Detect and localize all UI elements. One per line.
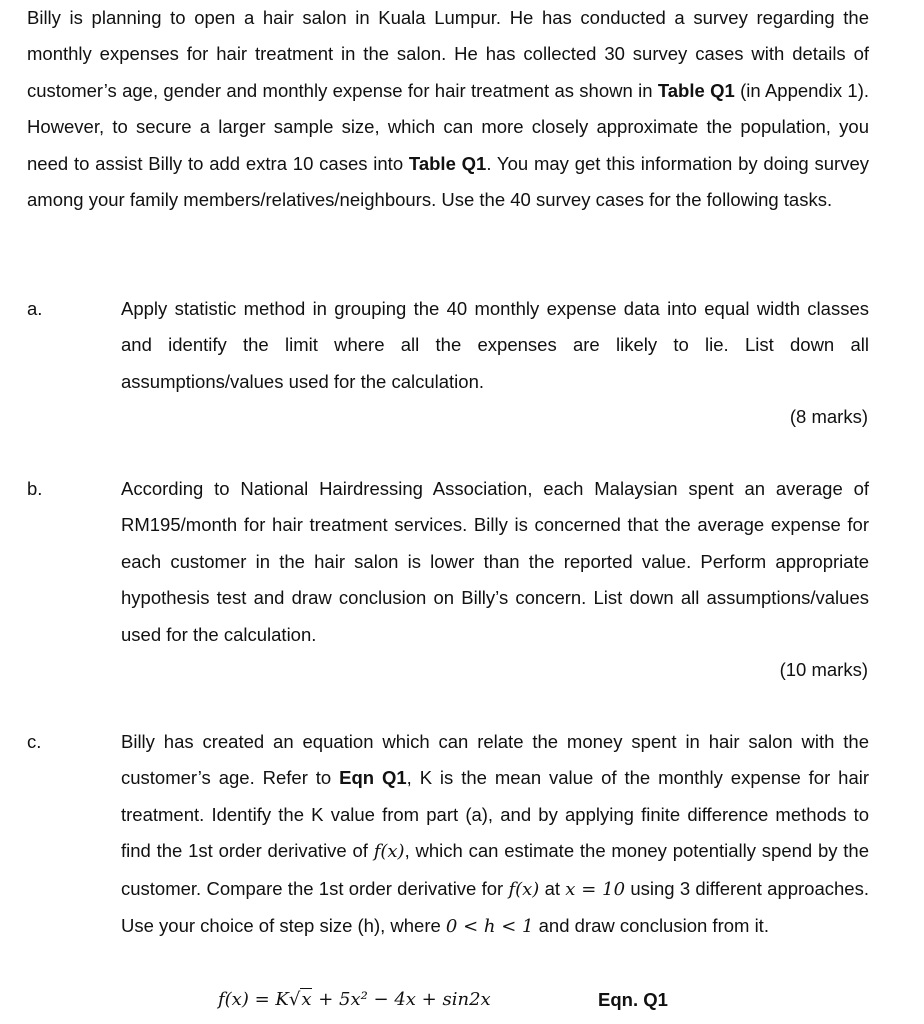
math-fx: f(x) [508, 878, 540, 900]
question-c-label: c. [27, 731, 42, 752]
question-c-text-6: and draw conclusion from it. [533, 915, 769, 937]
question-c-text-1: Billy has created an equation which can relate the money spent in hair salon with the customer’s age. Refer to [121, 731, 869, 789]
math-h-range: 0 < h < 1 [445, 916, 534, 938]
question-c-text-2: , K is the mean value of the monthly expense for hair treatment. Identify the K value from part (a), and by applying finite difference methods to find the 1st order derivative of [121, 767, 869, 862]
question-c-text [121, 724, 869, 945]
equation-rhs: + 5x² − 4x + sin2x [312, 989, 491, 1010]
question-a-label: a. [27, 298, 43, 319]
intro-text-3: . You may get this information by doing survey among your family members/relatives/neighbours. Use the 40 survey cases for the following tasks. [27, 152, 869, 211]
table-ref: Table Q1 [657, 79, 735, 101]
intro-text-1: Billy is planning to open a hair salon in Kuala Lumpur. He has conducted a survey regarding the monthly expenses for hair treatment in the salon. He has collected 30 survey cases with details of customer’s age, gender and monthly expense for hair treatment as shown in [27, 7, 869, 101]
sqrt-symbol: √ [288, 989, 301, 1010]
intro-text-2: (in Appendix 1). However, to secure a larger sample size, which can more closely approximate the population, you need to assist Billy to add extra 10 cases into [27, 79, 869, 174]
question-c-text-3: , which can estimate the money potentially spend by the customer. Compare the 1st order derivative for [121, 840, 870, 899]
math-fx: f(x) [373, 841, 405, 863]
intro-paragraph [27, 0, 869, 218]
question-b-marks: (10 marks) [779, 659, 868, 680]
question-a-marks: (8 marks) [789, 406, 868, 427]
question-a-text: Apply statistic method in grouping the 40 monthly expense data into equal width classes and identify the limit where all the expenses are likely to lie. List down all assumptions/values used for the calculation. [121, 298, 869, 392]
question-b-text: According to National Hairdressing Association, each Malaysian spent an average of RM195/month for hair treatment services. Billy is concerned that the average expense for each customer in the hair salon is lower than the reported value. Perform appropriate hypothesis test and draw conclusion on Billy’s concern. List down all assumptions/values used for the calculation. [121, 478, 869, 645]
math-x-value: x = 10 [565, 878, 626, 900]
table-ref: Table Q1 [408, 152, 487, 174]
question-b-label: b. [27, 478, 43, 499]
equation-radicand: x [301, 989, 312, 1010]
equation [218, 982, 491, 1018]
equation-lhs: f(x) = K [218, 989, 289, 1010]
question-c-text-4: at [539, 877, 566, 899]
question-c-text-5: using 3 different approaches. Use your choice of step size (h), where [121, 877, 869, 937]
eqn-ref: Eqn Q1 [339, 767, 407, 789]
equation-label: Eqn. Q1 [598, 989, 668, 1010]
